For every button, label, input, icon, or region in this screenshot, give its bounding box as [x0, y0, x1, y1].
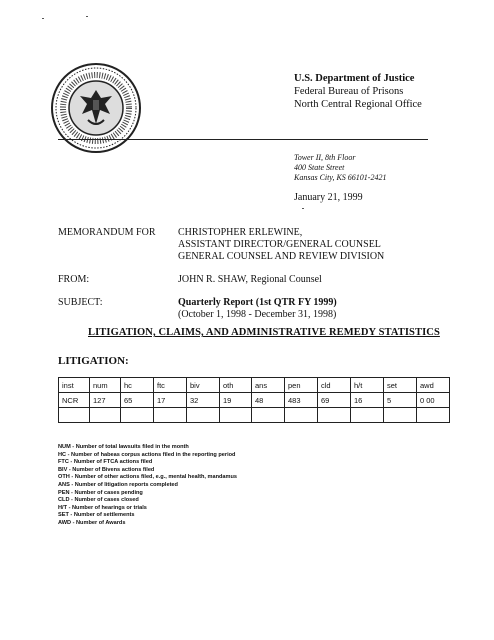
memo-for-title: GENERAL COUNSEL AND REVIEW DIVISION: [178, 251, 385, 262]
scan-speck: [86, 16, 88, 17]
table-cell: [384, 408, 417, 423]
legend-item: FTC - Number of FTCA actions filed: [58, 459, 153, 466]
subject-value: Quarterly Report (1st QTR FY 1999): [178, 297, 337, 308]
table-cell: 69: [318, 393, 351, 408]
table-cell: 48: [252, 393, 285, 408]
legend-item: NUM - Number of total lawsuits filed in the month: [58, 444, 189, 450]
table-cell: 0 00: [417, 393, 450, 408]
table-header-cell: pen: [285, 378, 318, 393]
table-header-cell: oth: [220, 378, 252, 393]
legend-item: H/T - Number of hearings or trials: [58, 504, 147, 511]
scan-speck: [302, 208, 304, 209]
memo-for-title: ASSISTANT DIRECTOR/GENERAL COUNSEL: [178, 239, 381, 250]
table-cell: 19: [220, 393, 252, 408]
address-line: Tower II, 8th Floor: [294, 153, 356, 162]
address-line: Kansas City, KS 66101-2421: [294, 173, 387, 182]
table-cell: [187, 408, 220, 423]
table-header-cell: h/t: [351, 378, 384, 393]
table-cell: 65: [121, 393, 154, 408]
table-cell: [285, 408, 318, 423]
table-cell: [351, 408, 384, 423]
legend-item: BIV - Number of Bivens actions filed: [58, 466, 155, 473]
table-cell: 483: [285, 393, 318, 408]
table-cell: [154, 408, 187, 423]
legend-item: AWD - Number of Awards: [58, 519, 126, 526]
memo-date: January 21, 1999: [294, 192, 363, 203]
table-cell: NCR: [59, 393, 90, 408]
from-label: FROM:: [58, 274, 90, 285]
legend-item: ANS - Number of litigation reports completed: [58, 481, 178, 488]
abbreviation-legend: [58, 444, 237, 528]
subject-period: (October 1, 1998 - December 31, 1998): [178, 309, 337, 320]
table-row-empty: [59, 408, 450, 423]
table-header-cell: awd: [417, 378, 450, 393]
section-heading: LITIGATION, CLAIMS, AND ADMINISTRATIVE REMEDY STATISTICS: [88, 327, 440, 338]
table-cell: [90, 408, 121, 423]
header-rule: [58, 139, 428, 140]
from-value: JOHN R. SHAW, Regional Counsel: [178, 274, 322, 285]
table-header-cell: ftc: [154, 378, 187, 393]
table-cell: 17: [154, 393, 187, 408]
table-header-cell: ans: [252, 378, 285, 393]
table-header-cell: inst: [59, 378, 90, 393]
legend-item: CLD - Number of cases closed: [58, 497, 139, 504]
table-row: [59, 393, 450, 408]
table-cell: 32: [187, 393, 220, 408]
department-name: U.S. Department of Justice: [294, 73, 415, 84]
doj-seal-icon: [50, 62, 142, 154]
scan-speck: [42, 18, 44, 19]
table-cell: 5: [384, 393, 417, 408]
legend-item: SET - Number of settlements: [58, 512, 135, 519]
subject-label: SUBJECT:: [58, 297, 103, 308]
office-name: North Central Regional Office: [294, 99, 422, 110]
litigation-stats-table: [58, 377, 450, 423]
table-cell: [252, 408, 285, 423]
legend-item: HC - Number of habeas corpus actions filed in the reporting period: [58, 451, 236, 458]
table-header-row: [59, 378, 450, 393]
memo-for-name: CHRISTOPHER ERLEWINE,: [178, 227, 303, 238]
table-header-cell: hc: [121, 378, 154, 393]
table-cell: [220, 408, 252, 423]
agency-block: [294, 72, 422, 111]
table-cell: [121, 408, 154, 423]
memo-for-label: MEMORANDUM FOR: [58, 227, 156, 238]
table-cell: [417, 408, 450, 423]
table-cell: 16: [351, 393, 384, 408]
table-header-cell: cld: [318, 378, 351, 393]
legend-item: OTH - Number of other actions filed, e.g., mental health, mandamus: [58, 474, 238, 481]
legend-item: PEN - Number of cases pending: [58, 489, 143, 496]
table-header-cell: biv: [187, 378, 220, 393]
table-cell: [318, 408, 351, 423]
table-cell: 127: [90, 393, 121, 408]
litigation-label: LITIGATION:: [58, 355, 129, 367]
table-header-cell: num: [90, 378, 121, 393]
table-cell: [59, 408, 90, 423]
office-address: [294, 153, 386, 183]
bureau-name: Federal Bureau of Prisons: [294, 86, 404, 97]
table-header-cell: set: [384, 378, 417, 393]
address-line: 400 State Street: [294, 163, 345, 172]
